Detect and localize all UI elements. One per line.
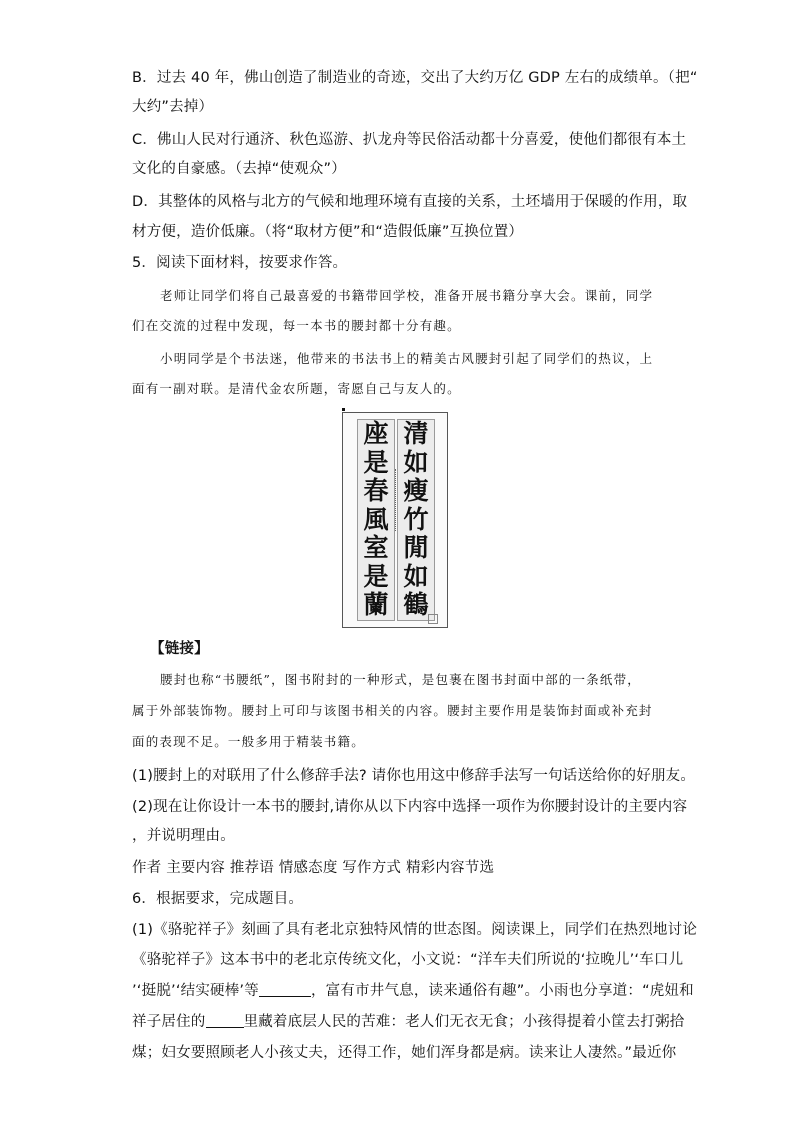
link-para-line-3: 面的表现不足。一般多用于精装书籍。 [132,734,365,749]
couplet-left-scroll [357,419,395,621]
couplet-right-char: 竹 [403,504,429,534]
q6-line-1: (1)《骆驼祥子》刻画了具有老北京独特风情的世态图。阅读课上，同学们在热烈地讨论 [132,922,698,938]
content-options: 作者 主要内容 推荐语 情感态度 写作方式 精彩内容节选 [132,860,495,876]
q6-line-5: 煤；妇女要照顾老人小孩丈夫，还得工作，她们浑身都是病。读来让人凄然。”最近你 [132,1045,677,1061]
material-para-2-line-2: 面有一副对联。是清代金农所题，寄愿自己与友人的。 [132,381,461,396]
couplet-left-char: 蘭 [363,590,389,619]
couplet-right-char: 如 [403,561,429,591]
couplet-right-char: 瘦 [403,476,429,505]
option-b-line-1: B．过去 40 年，佛山创造了制造业的奇迹，交出了大约万亿 GDP 左右的成绩单。（把“ [132,70,698,86]
question-6-title: 6．根据要求，完成题目。 [132,891,304,907]
couplet-right-char: 如 [403,447,429,477]
subquestion-1: (1)腰封上的对联用了什么修辞手法? 请你也用这中修辞手法写一句话送给你的好朋友。 [132,768,696,784]
link-para-line-1: 腰封也称“书腰纸”，图书附封的一种形式，是包裹在图书封面中部的一条纸带， [160,672,641,687]
subquestion-2-line-1: (2)现在让你设计一本书的腰封,请你从以下内容中选择一项作为你腰封设计的主要内容 [132,799,688,815]
material-para-1-line-1: 老师让同学们将自己最喜爱的书籍带回学校，准备开展书籍分享大会。课前，同学 [160,288,654,303]
couplet-left-char: 是 [363,447,389,477]
option-c-line-1: C．佛山人民对行通济、秋色巡游、扒龙舟等民俗活动都十分喜爱，使他们都很有本土 [132,132,687,148]
couplet-image [342,412,448,628]
couplet-right-char: 清 [403,419,429,448]
material-para-1-line-2: 们在交流的过程中发现，每一本书的腰封都十分有趣。 [132,318,461,333]
fill-blank-2[interactable] [206,1013,244,1028]
couplet-left-char: 室 [363,533,389,562]
seal-mark [428,614,438,624]
q6-line-4-end: 里藏着底层人民的苦难：老人们无衣无食；小孩得提着小筐去打粥拾 [243,1014,685,1030]
couplet-left-char: 是 [363,561,389,591]
q6-line-4 [132,1012,685,1032]
q6-line-2: 《骆驼祥子》这本书中的老北京传统文化，小文说：“洋车夫们所说的‘拉晚儿’‘车口儿 [132,952,684,968]
option-b-line-2: 大约”去掉） [132,99,214,115]
couplet-left-char: 座 [363,419,389,448]
link-heading: 【链接】 [150,641,209,657]
option-d-line-2: 材方便，造价低廉。（将“取材方便”和“造假低廉”互换位置） [132,224,524,240]
option-c-line-2: 文化的自豪感。（去掉“使观众”） [132,161,346,177]
question-5-title: 5．阅读下面材料，按要求作答。 [132,255,348,271]
q6-line-4-start: 祥子居住的 [132,1014,206,1030]
q6-line-3-end: ，富有市井气息，读来通俗有趣”。小雨也分享道：“虎妞和 [310,983,694,999]
image-corner-mark [342,408,345,411]
fill-blank-1[interactable] [259,982,311,997]
link-para-line-2: 属于外部装饰物。腰封上可印与该图书相关的内容。腰封主要作用是装饰封面或补充封 [132,703,653,718]
couplet-left-char: 風 [363,504,389,534]
subquestion-2-line-2: ，并说明理由。 [132,828,235,844]
material-para-2-line-1: 小明同学是个书法迷，他带来的书法书上的精美古风腰封引起了同学们的热议，上 [160,351,654,366]
couplet-frame [342,412,448,628]
couplet-right-char: 閒 [403,533,429,562]
option-d-line-1: D．其整体的风格与北方的气候和地理环境有直接的关系，土坯墙用于保暖的作用，取 [132,194,688,210]
couplet-left-char: 春 [363,476,389,505]
couplet-right-char: 鶴 [403,590,429,619]
q6-line-3-start: ’‘挺脱’‘结实硬棒’等 [132,983,259,999]
couplet-right-scroll [397,419,435,621]
q6-line-3 [132,981,694,1001]
